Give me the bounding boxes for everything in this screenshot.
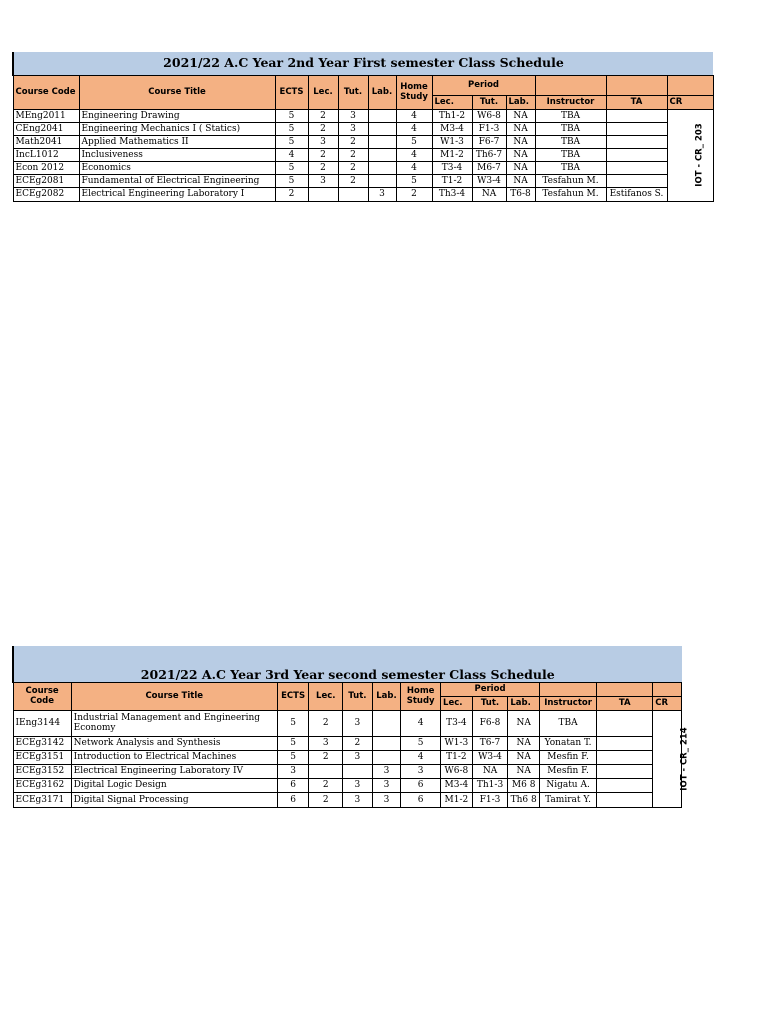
lab-cell [372,736,401,750]
header-course-title: Course Title [71,682,277,710]
classroom-cell [653,710,690,807]
period-lec-cell: M1-2 [441,792,473,807]
instructor-cell: TBA [535,122,606,135]
header-period-tut: Tut. [472,696,508,710]
period-lec-cell: M3-4 [441,778,473,792]
instructor-cell: Nigatu A. [540,778,597,792]
instructor-cell: Tesfahun M. [535,187,606,201]
course-code-cell: ECEg3151 [13,750,71,764]
period-lab-cell: NA [508,736,540,750]
ta-cell [597,778,653,792]
home-study-cell: 3 [401,764,441,778]
lec-cell: 2 [308,161,338,174]
lab-cell [368,135,396,148]
period-tut-cell: T6-7 [472,736,508,750]
table-row [13,174,713,187]
period-tut-cell: Th6-7 [472,148,506,161]
instructor-cell: TBA [535,161,606,174]
tut-cell [343,764,373,778]
instructor-cell: Tamirat Y. [540,792,597,807]
header-home-study: Home Study [396,75,432,109]
instructor-cell: Mesfin F. [540,764,597,778]
tut-cell: 2 [338,135,368,148]
course-code-cell: IEng3144 [13,710,71,736]
period-lec-cell: W6-8 [441,764,473,778]
lec-cell: 2 [308,148,338,161]
period-tut-cell: M6-7 [472,161,506,174]
header-instructor: Instructor [540,696,597,710]
ta-cell [597,736,653,750]
ta-cell [606,135,667,148]
lec-cell: 3 [308,174,338,187]
ects-cell: 5 [277,750,309,764]
course-title-cell: Network Analysis and Synthesis [71,736,277,750]
course-title-cell: Fundamental of Electrical Engineering [79,174,275,187]
header-ects: ECTS [275,75,308,109]
schedule-table-2nd-year [12,52,714,202]
course-title-cell: Industrial Management and Engineering Economy [71,710,277,736]
header-period-lec: Lec. [432,95,472,109]
period-lab-cell: NA [508,710,540,736]
table-row [13,122,713,135]
header-blank [667,75,713,95]
home-study-cell: 4 [396,109,432,122]
tut-cell: 3 [343,750,373,764]
tut-cell: 3 [343,710,373,736]
ta-cell [597,750,653,764]
tut-cell: 3 [338,122,368,135]
course-title-cell: Digital Logic Design [71,778,277,792]
header-blank [597,682,653,696]
period-lab-cell: NA [506,135,535,148]
home-study-cell: 4 [401,710,441,736]
ta-cell [606,148,667,161]
table-row [13,161,713,174]
course-title-cell: Introduction to Electrical Machines [71,750,277,764]
ta-cell [597,764,653,778]
home-study-cell: 2 [396,187,432,201]
header-tut: Tut. [343,682,373,710]
home-study-cell: 5 [396,135,432,148]
instructor-cell: TBA [535,135,606,148]
lab-cell [368,148,396,161]
course-code-cell: MEng2011 [13,109,79,122]
ects-cell: 6 [277,778,309,792]
header-blank [540,682,597,696]
ta-cell [597,710,653,736]
lec-cell: 2 [309,750,343,764]
tut-cell: 2 [338,161,368,174]
period-lec-cell: Th1-2 [432,109,472,122]
period-tut-cell: W3-4 [472,750,508,764]
ects-cell: 5 [275,161,308,174]
period-lec-cell: T1-2 [432,174,472,187]
period-lab-cell: NA [506,161,535,174]
header-tut: Tut. [338,75,368,109]
lab-cell [372,710,401,736]
table-row [13,778,682,792]
tut-cell [338,187,368,201]
lec-cell [308,187,338,201]
period-lab-cell: Th6 8 [508,792,540,807]
course-code-cell: ECEg3171 [13,792,71,807]
header-period-lab: Lab. [508,696,540,710]
period-tut-cell: F6-8 [472,710,508,736]
lab-cell: 3 [372,778,401,792]
tut-cell: 3 [338,109,368,122]
period-tut-cell: W6-8 [472,109,506,122]
period-tut-cell: F1-3 [472,122,506,135]
schedule-table-3rd-year [12,646,690,808]
period-lab-cell: NA [506,148,535,161]
ects-cell: 2 [275,187,308,201]
home-study-cell: 4 [396,161,432,174]
home-study-cell: 5 [401,736,441,750]
instructor-cell: TBA [535,109,606,122]
period-lab-cell: NA [508,764,540,778]
ta-cell [606,109,667,122]
schedule-title: 2021/22 A.C Year 3rd Year second semester Class Schedule [13,646,682,682]
header-period-lec: Lec. [441,696,473,710]
period-lec-cell: T3-4 [441,710,473,736]
instructor-cell: TBA [540,710,597,736]
ects-cell: 3 [277,764,309,778]
header-cr: CR [667,95,713,109]
period-lec-cell: T1-2 [441,750,473,764]
header-course-code: Course Code [13,75,79,109]
period-lec-cell: W1-3 [441,736,473,750]
ta-cell [606,174,667,187]
ects-cell: 5 [275,122,308,135]
instructor-cell: Tesfahun M. [535,174,606,187]
table-row [13,764,682,778]
header-ta: TA [597,696,653,710]
home-study-cell: 5 [396,174,432,187]
lec-cell: 2 [308,109,338,122]
lab-cell [368,122,396,135]
schedule-title: 2021/22 A.C Year 2nd Year First semester Class Schedule [13,52,713,75]
period-lab-cell: M6 8 [508,778,540,792]
header-lab: Lab. [368,75,396,109]
header-instructor: Instructor [535,95,606,109]
header-cr: CR [653,696,682,710]
classroom-label: IOT - CR_ 214 [679,726,690,791]
classroom-cell [667,109,713,201]
period-tut-cell: Th1-3 [472,778,508,792]
course-code-cell: ECEg3142 [13,736,71,750]
lab-cell [368,109,396,122]
course-code-cell: ECEg2082 [13,187,79,201]
period-tut-cell: NA [472,764,508,778]
home-study-cell: 6 [401,792,441,807]
period-tut-cell: NA [472,187,506,201]
header-blank [535,75,606,95]
home-study-cell: 4 [401,750,441,764]
lec-cell: 3 [309,736,343,750]
ects-cell: 5 [275,135,308,148]
course-title-cell: Engineering Drawing [79,109,275,122]
lab-cell [368,174,396,187]
header-course-code: Course Code [13,682,71,710]
lec-cell: 3 [308,135,338,148]
period-lab-cell: NA [508,750,540,764]
period-lab-cell: NA [506,109,535,122]
home-study-cell: 6 [401,778,441,792]
ta-cell [606,122,667,135]
period-lec-cell: M1-2 [432,148,472,161]
period-lab-cell: NA [506,122,535,135]
tut-cell: 2 [338,174,368,187]
header-lec: Lec. [308,75,338,109]
period-lab-cell: NA [506,174,535,187]
ects-cell: 5 [277,710,309,736]
table-row [13,710,682,736]
course-title-cell: Inclusiveness [79,148,275,161]
period-lec-cell: W1-3 [432,135,472,148]
table-row [13,736,682,750]
header-period-tut: Tut. [472,95,506,109]
lec-cell: 2 [309,792,343,807]
header-period: Period [432,75,535,95]
header-period-lab: Lab. [506,95,535,109]
table-row [13,109,713,122]
classroom-label: IOT - CR_ 203 [694,123,705,187]
course-title-cell: Digital Signal Processing [71,792,277,807]
home-study-cell: 4 [396,148,432,161]
header-lab: Lab. [372,682,401,710]
course-code-cell: IncL1012 [13,148,79,161]
course-title-cell: Engineering Mechanics I ( Statics) [79,122,275,135]
header-lec: Lec. [309,682,343,710]
tut-cell: 3 [343,778,373,792]
course-code-cell: Math2041 [13,135,79,148]
ects-cell: 5 [275,109,308,122]
table-row [13,148,713,161]
course-title-cell: Electrical Engineering Laboratory IV [71,764,277,778]
tut-cell: 2 [343,736,373,750]
period-lec-cell: Th3-4 [432,187,472,201]
lab-cell: 3 [372,792,401,807]
ects-cell: 4 [275,148,308,161]
ta-cell: Estifanos S. [606,187,667,201]
header-home-study: Home Study [401,682,441,710]
period-tut-cell: W3-4 [472,174,506,187]
instructor-cell: Yonatan T. [540,736,597,750]
lab-cell: 3 [368,187,396,201]
period-lec-cell: M3-4 [432,122,472,135]
period-lab-cell: T6-8 [506,187,535,201]
header-blank [653,682,682,696]
period-lec-cell: T3-4 [432,161,472,174]
table-row [13,187,713,201]
instructor-cell: Mesfin F. [540,750,597,764]
lec-cell: 2 [308,122,338,135]
ects-cell: 6 [277,792,309,807]
table-row [13,750,682,764]
lec-cell [309,764,343,778]
period-tut-cell: F6-7 [472,135,506,148]
lab-cell [368,161,396,174]
header-ta: TA [606,95,667,109]
lab-cell: 3 [372,764,401,778]
header-ects: ECTS [277,682,309,710]
lab-cell [372,750,401,764]
course-code-cell: ECEg2081 [13,174,79,187]
header-blank [606,75,667,95]
table-row [13,792,682,807]
ta-cell [606,161,667,174]
table-row [13,135,713,148]
tut-cell: 2 [338,148,368,161]
course-code-cell: Econ 2012 [13,161,79,174]
course-code-cell: CEng2041 [13,122,79,135]
home-study-cell: 4 [396,122,432,135]
ta-cell [597,792,653,807]
ects-cell: 5 [277,736,309,750]
instructor-cell: TBA [535,148,606,161]
period-tut-cell: F1-3 [472,792,508,807]
lec-cell: 2 [309,710,343,736]
header-period: Period [441,682,540,696]
header-course-title: Course Title [79,75,275,109]
lec-cell: 2 [309,778,343,792]
ects-cell: 5 [275,174,308,187]
course-title-cell: Electrical Engineering Laboratory I [79,187,275,201]
course-title-cell: Applied Mathematics II [79,135,275,148]
course-code-cell: ECEg3162 [13,778,71,792]
course-code-cell: ECEg3152 [13,764,71,778]
course-title-cell: Economics [79,161,275,174]
tut-cell: 3 [343,792,373,807]
